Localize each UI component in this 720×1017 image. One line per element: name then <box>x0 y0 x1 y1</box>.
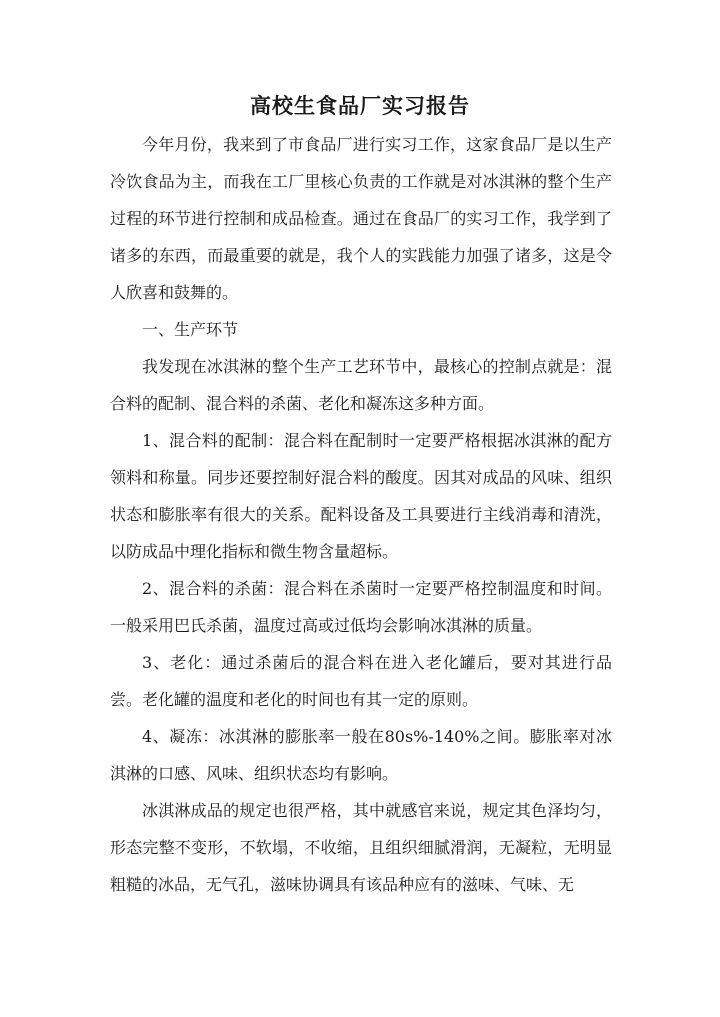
paragraph-control-points: 我发现在冰淇淋的整个生产工艺环节中，最核心的控制点就是：混合料的配制、混合料的杀菌、老化和凝冻这多种方面。 <box>110 357 612 413</box>
paragraph-freezing: 4、凝冻：冰淇淋的膨胀率一般在80s%-140%之间。膨胀率对冰淇淋的口感、风味、组织状态均有影响。 <box>110 727 612 783</box>
paragraph-mixing: 1、混合料的配制：混合料在配制时一定要严格根据冰淇淋的配方领料和称量。同步还要控制好混合料的酸度。因其对成品的风味、组织状态和膨胀率有很大的关系。配料设备及工具要进行主线消毒和清洗，以防成品中理化指标和微生物含量超标。 <box>110 431 612 561</box>
document-title: 高校生食品厂实习报告 <box>250 93 470 118</box>
paragraph-aging: 3、老化：通过杀菌后的混合料在进入老化罐后，要对其进行品尝。老化罐的温度和老化的时间也有其一定的原则。 <box>110 653 612 709</box>
paragraph-sterilization: 2、混合料的杀菌：混合料在杀菌时一定要严格控制温度和时间。一般采用巴氏杀菌，温度过高或过低均会影响冰淇淋的质量。 <box>110 579 612 635</box>
paragraph-intro: 今年月份，我来到了市食品厂进行实习工作，这家食品厂是以生产冷饮食品为主，而我在工厂里核心负责的工作就是对冰淇淋的整个生产过程的环节进行控制和成品检查。通过在食品厂的实习工作，我学到了诸多的东西，而最重要的就是，我个人的实践能力加强了诸多，这是令人欣喜和鼓舞的。 <box>110 135 612 302</box>
document-body <box>110 126 612 903</box>
section-heading-production: 一、生产环节 <box>142 320 239 339</box>
paragraph-product-requirements: 冰淇淋成品的规定也很严格，其中就感官来说，规定其色泽均匀，形态完整不变形，不软塌，不收缩，且组织细腻滑润，无凝粒，无明显粗糙的冰品，无气孔，滋味协调具有该品种应有的滋味、气味、无 <box>110 801 612 894</box>
